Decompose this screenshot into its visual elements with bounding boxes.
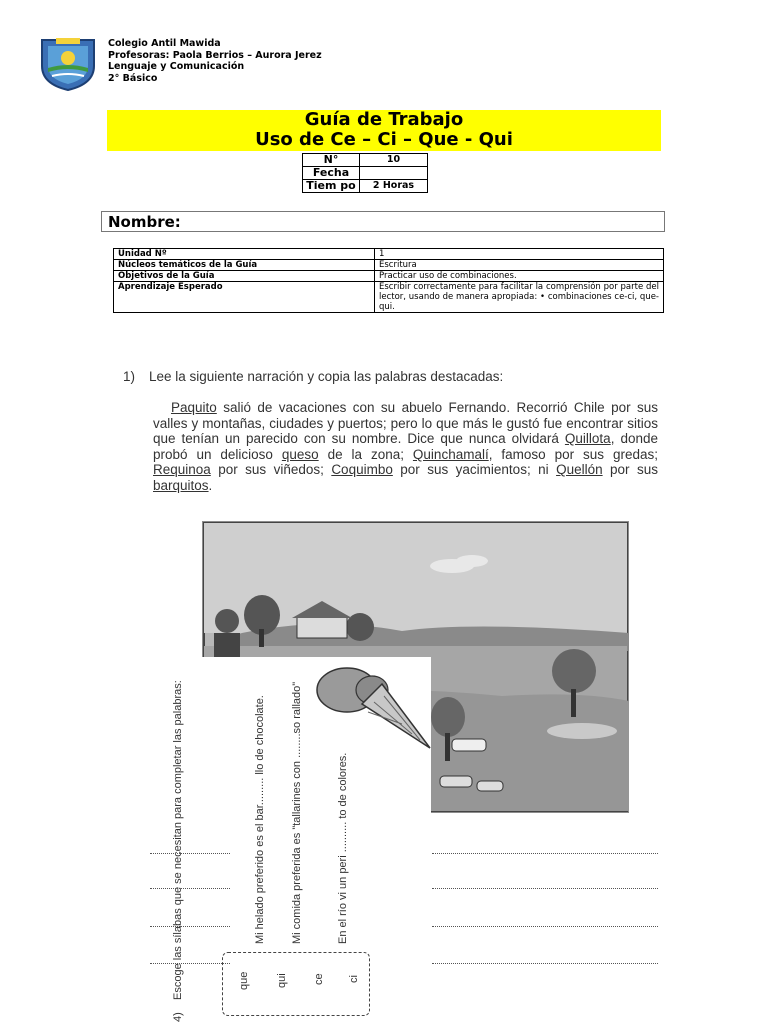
unit-key: Núcleos temáticos de la Guía — [114, 260, 375, 271]
exercise1-number: 1) — [123, 369, 136, 384]
highlight-word: Coquimbo — [331, 462, 393, 478]
title-line1: Guía de Trabajo — [304, 109, 464, 130]
info-row — [303, 180, 428, 193]
narrative-text: de la zona; — [318, 446, 413, 462]
unit-row — [114, 282, 664, 313]
subject: Lenguaje y Comunicación — [108, 61, 245, 72]
narrative-text: salió de vacaciones con su abuelo Fernando. Recorrió Chile por sus valles y montañas, ciudades y puertos; pero lo que más le gustó fue encontrar sitios que tenían un parecido con su nombre. Dice que nunca olvidará — [153, 400, 658, 447]
unit-key: Unidad Nº — [114, 249, 375, 260]
narrative-text: , famoso por sus gredas; — [488, 446, 658, 462]
teachers: Profesoras: Paola Berrios – Aurora Jerez — [108, 49, 322, 61]
answer-line[interactable] — [432, 853, 658, 854]
exercise1-text: Lee la siguiente narración y copia las palabras destacadas: — [149, 369, 504, 384]
unit-row — [114, 249, 664, 260]
unit-row — [114, 271, 664, 282]
exercise1-instruction — [123, 369, 503, 384]
highlight-word: queso — [281, 446, 319, 462]
answer-line[interactable] — [432, 888, 658, 889]
info-value[interactable] — [360, 167, 428, 180]
unit-key: Objetivos de la Guía — [114, 271, 375, 282]
info-row — [303, 154, 428, 167]
unit-row — [114, 260, 664, 271]
answer-line[interactable] — [150, 888, 230, 889]
info-key: Fecha — [303, 167, 360, 180]
highlight-word: Quellón — [556, 462, 603, 478]
info-value: 10 — [360, 154, 428, 167]
syllable-option[interactable]: qui — [276, 973, 288, 988]
sentence-2: Mi comida preferida es "tallarines con ........so rallado" — [291, 681, 303, 944]
sentence-3: En el río vi un peri .......... to de colores. — [337, 752, 349, 944]
syllable-option[interactable]: que — [238, 971, 250, 990]
syllable-option[interactable]: ci — [348, 975, 360, 983]
school-info — [108, 38, 322, 84]
answer-line[interactable] — [432, 926, 658, 927]
highlight-word: barquitos — [153, 477, 209, 493]
exercise4-number: 4) — [172, 1012, 184, 1022]
narrative-text: por sus viñedos; — [210, 462, 332, 478]
highlight-word: Quillota — [564, 431, 611, 447]
narrative-text: . — [208, 477, 213, 493]
sentence-1: Mi helado preferido es el bar......... llo de chocolate. — [254, 695, 266, 944]
unit-table — [113, 248, 664, 313]
info-value: 2 Horas — [360, 180, 428, 193]
nombre-label: Nombre: — [108, 213, 181, 231]
unit-key: Aprendizaje Esperado — [114, 282, 375, 313]
answer-line[interactable] — [150, 963, 230, 964]
unit-value: Escritura — [375, 260, 664, 271]
school-logo — [38, 36, 98, 92]
syllable-option[interactable]: ce — [313, 973, 325, 985]
exercise4-instruction: Escoge las sílabas que se necesitan para completar las palabras: — [172, 680, 184, 1000]
narrative — [153, 400, 658, 494]
title-line2: Uso de Ce – Ci – Que - Qui — [255, 129, 513, 150]
highlight-word: Requinoa — [153, 462, 211, 478]
grade: 2° Básico — [108, 72, 158, 84]
unit-value: 1 — [375, 249, 664, 260]
answer-line[interactable] — [150, 853, 230, 854]
info-table — [302, 153, 428, 193]
nombre-field[interactable] — [101, 211, 665, 232]
answer-line[interactable] — [432, 963, 658, 964]
info-row — [303, 167, 428, 180]
answer-line[interactable] — [150, 926, 230, 927]
school-name: Colegio Antil Mawida — [108, 38, 221, 49]
info-key: N° — [303, 154, 360, 167]
highlight-word: Quinchamalí — [412, 446, 489, 462]
narrative-text: por sus yacimientos; ni — [392, 462, 557, 478]
unit-value: Escribir correctamente para facilitar la comprensión por parte del lector, usando de manera apropiada: • combinaciones ce-ci, que-qui. — [375, 282, 664, 313]
info-key: Tiem po — [303, 180, 360, 193]
title-banner — [107, 110, 661, 151]
narrative-text: , donde probó un delicioso — [153, 431, 658, 462]
unit-value: Practicar uso de combinaciones. — [375, 271, 664, 282]
highlight-word: Paquito — [171, 400, 217, 415]
narrative-text: por sus — [602, 462, 658, 478]
ice-cream-image — [312, 662, 437, 752]
